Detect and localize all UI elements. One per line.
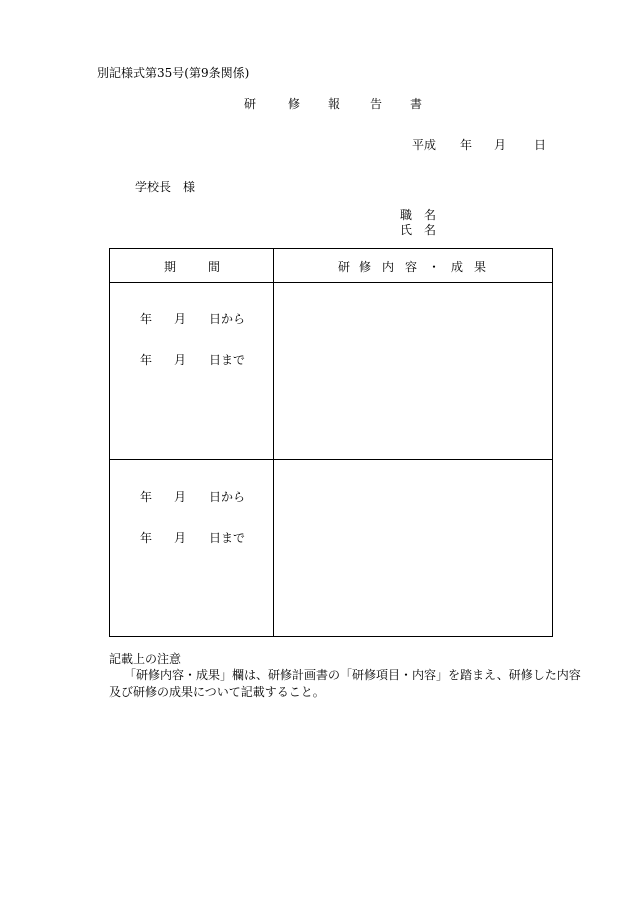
notes-line: 及び研修の成果について記載すること。 — [109, 685, 325, 699]
document-title — [244, 95, 422, 112]
row-divider — [110, 459, 552, 460]
title-char: 修 — [288, 97, 301, 111]
row1-from-month: 月 — [174, 312, 187, 326]
date-day: 日 — [534, 138, 547, 152]
row2-to-year: 年 — [140, 531, 153, 545]
header-period-char: 間 — [208, 260, 221, 274]
title-char: 報 — [328, 97, 341, 111]
report-table — [109, 248, 553, 637]
row1-to-year: 年 — [140, 353, 153, 367]
row2-to-month: 月 — [174, 531, 187, 545]
header-content-char: 成 — [451, 260, 464, 274]
row1-to-day: 日まで — [209, 353, 246, 367]
header-content-char: 果 — [474, 260, 487, 274]
header-divider — [110, 282, 552, 283]
title-char: 告 — [370, 97, 383, 111]
name-label: 氏 名 — [400, 223, 437, 237]
date-era: 平成 — [412, 138, 437, 152]
title-char: 研 — [244, 97, 257, 111]
header-content-char: 容 — [405, 260, 418, 274]
date-line — [412, 136, 546, 153]
header-period-char: 期 — [164, 260, 177, 274]
row1-to-month: 月 — [174, 353, 187, 367]
form-number: 別記様式第35号(第9条関係) — [97, 66, 250, 80]
date-month: 月 — [494, 138, 507, 152]
header-content-char: ・ — [428, 260, 441, 274]
header-content-char: 研 — [338, 260, 351, 274]
row1-from-year: 年 — [140, 312, 153, 326]
position-label: 職 名 — [400, 208, 437, 222]
row2-from-month: 月 — [174, 490, 187, 504]
header-content-char: 修 — [359, 260, 372, 274]
row1-from-day: 日から — [209, 312, 246, 326]
row2-from-day: 日から — [209, 490, 246, 504]
notes-heading: 記載上の注意 — [109, 652, 182, 666]
row2-to-day: 日まで — [209, 531, 246, 545]
header-content-char: 内 — [382, 260, 395, 274]
row2-from-year: 年 — [140, 490, 153, 504]
addressee: 学校長 様 — [135, 180, 196, 194]
date-year: 年 — [460, 138, 473, 152]
notes-line: 「研修内容・成果」欄は、研修計画書の「研修項目・内容」を踏まえ、研修した内容 — [124, 668, 581, 682]
column-divider — [273, 249, 274, 636]
title-char: 書 — [410, 97, 423, 111]
